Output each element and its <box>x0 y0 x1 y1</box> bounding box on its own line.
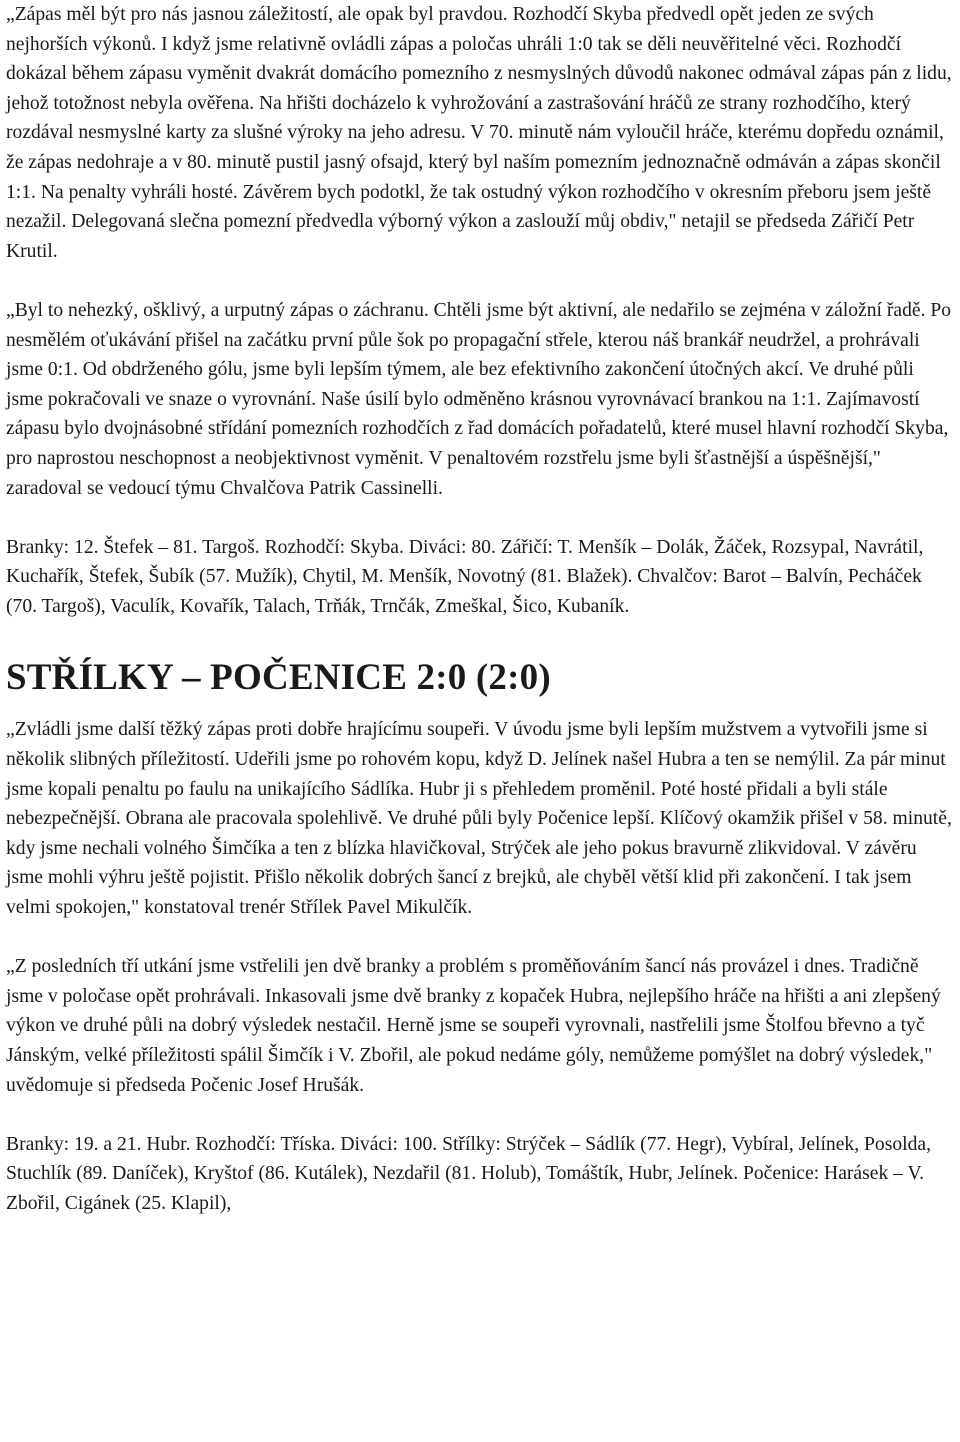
match-lineup-zarici-chvalcov: Branky: 12. Štefek – 81. Targoš. Rozhodčí: Skyba. Diváci: 80. Zářičí: T. Menšík – Dolák, Žáček, Rozsypal, Navrátil, Kuchařík, Štefek, Šubík (57. Mužík), Chytil, M. Menšík, Novotný (81. Blažek). Chvalčov: Barot – Balvín, Pecháček (70. Targoš), Vaculík, Kovařík, Talach, Trňák, Trnčák, Zmeškal, Šico, Kubaník. <box>6 536 924 617</box>
paragraph-gap <box>6 266 954 296</box>
match-commentary-chvalcov: „Byl to nehezký, ošklivý, a urputný zápas o záchranu. Chtěli jsme být aktivní, ale nedařilo se zejména v záložní řadě. Po nesmělém oťukávání přišel na začátku první půle šok po propagační střele, kterou náš brankář neudržel, a prohrávali jsme 0:1. Od obdrženého gólu, jsme byli lepším týmem, ale bez efektivního zakončení útočných akcí. Ve druhé půli jsme pokračovali ve snaze o vyrovnání. Naše úsilí bylo odměněno krásnou vyrovnávací brankou na 1:1. Zajímavostí zápasu bylo dvojnásobné střídání pomezních rozhodčích z řad domácích pořadatelů, které musel hlavní rozhodčí Skyba, pro naprostou neschopnost a neobjektivnost vyměnit. V penaltovém rozstřelu jsme byli šťastnější a úspěšnější," zaradoval se vedoucí týmu Chvalčova Patrik Cassinelli. <box>6 299 952 499</box>
match-commentary-strilky: „Zvládli jsme další těžký zápas proti dobře hrajícímu soupeři. V úvodu jsme byli lepším mužstvem a vytvořili jsme si několik slibných příležitostí. Udeřili jsme po rohovém kopu, když D. Jelínek našel Hubra a ten se nemýlil. Za pár minut jsme kopali penaltu po faulu na unikajícího Sádlíka. Hubr ji s přehledem proměnil. Poté hosté přidali a byli stále nebezpečnější. Obrana ale pracovala spolehlivě. Ve druhé půli byly Počenice lepší. Klíčový okamžik přišel v 58. minutě, kdy jsme nechali volného Šimčíka a ten z blízka hlavičkoval, Strýček ale jeho pokus bravurně zlikvidoval. V závěru jsme mohli výhru ještě pojistit. Přišlo několik dobrých šancí z brejků, ale chyběl větší klid při zakončení. I tak jsem velmi spokojen," konstatoval trenér Střílek Pavel Mikulčík. <box>6 719 952 919</box>
heading-gap <box>6 621 954 657</box>
heading-gap <box>6 699 954 715</box>
match-lineup-strilky-pocenice: Branky: 19. a 21. Hubr. Rozhodčí: Tříska. Diváci: 100. Střílky: Strýček – Sádlík (77. Hegr), Vybíral, Jelínek, Posolda, Stuchlík (89. Daníček), Kryštof (86. Kutálek), Nezdařil (81. Holub), Tomáštík, Hubr, Jelínek. Počenice: Harásek – V. Zbořil, Cigánek (25. Klapil), <box>6 1133 931 1214</box>
paragraph-gap <box>6 503 954 533</box>
match-heading: STŘÍLKY – POČENICE 2:0 (2:0) <box>6 657 551 699</box>
match-commentary-pocenice: „Z posledních tří utkání jsme vstřelili jen dvě branky a problém s proměňováním šancí nás provázel i dnes. Tradičně jsme v poločase opět prohrávali. Inkasovali jsme dvě branky z kopaček Hubra, nejlepšího hráče na hřišti a ani zlepšený výkon ve druhé půli na dobrý výsledek nestačil. Herně jsme se soupeři vyrovnali, nastřelili jsme Štolfou břevno a tyč Jánským, velké příležitosti spálil Šimčík i V. Zbořil, ale pokud nedáme góly, nemůžeme pomýšlet na dobrý výsledek," uvědomuje si předseda Počenic Josef Hrušák. <box>6 956 941 1096</box>
article-page <box>6 0 954 1219</box>
match-commentary-zaricí: „Zápas měl být pro nás jasnou záležitostí, ale opak byl pravdou. Rozhodčí Skyba předvedl opět jeden ze svých nejhorších výkonů. I když jsme relativně ovládli zápas a poločas uhráli 1:0 tak se děli neuvěřitelné věci. Rozhodčí dokázal během zápasu vyměnit dvakrát domácího pomezního z nesmyslných důvodů nakonec odmával zápas pán z lidu, jehož totožnost nebyla ověřena. Na hřišti docházelo k vyhrožování a zastrašování hráčů ze strany rozhodčího, který rozdával nesmyslné karty za slušné výroky na jeho adresu. V 70. minutě nám vyloučil hráče, kterému dopředu oznámil, že zápas nedohraje a v 80. minutě pustil jasný ofsajd, který byl naším pomezním jednoznačně odmáván a zápas skončil 1:1. Na penalty vyhráli hosté. Závěrem bych podotkl, že tak ostudný výkon rozhodčího v okresním přeboru jsem ještě nezažil. Delegovaná slečna pomezní předvedla výborný výkon a zaslouží můj obdiv," netajil se předseda Zářičí Petr Krutil. <box>6 4 952 262</box>
paragraph-gap <box>6 1100 954 1130</box>
paragraph-gap <box>6 923 954 953</box>
